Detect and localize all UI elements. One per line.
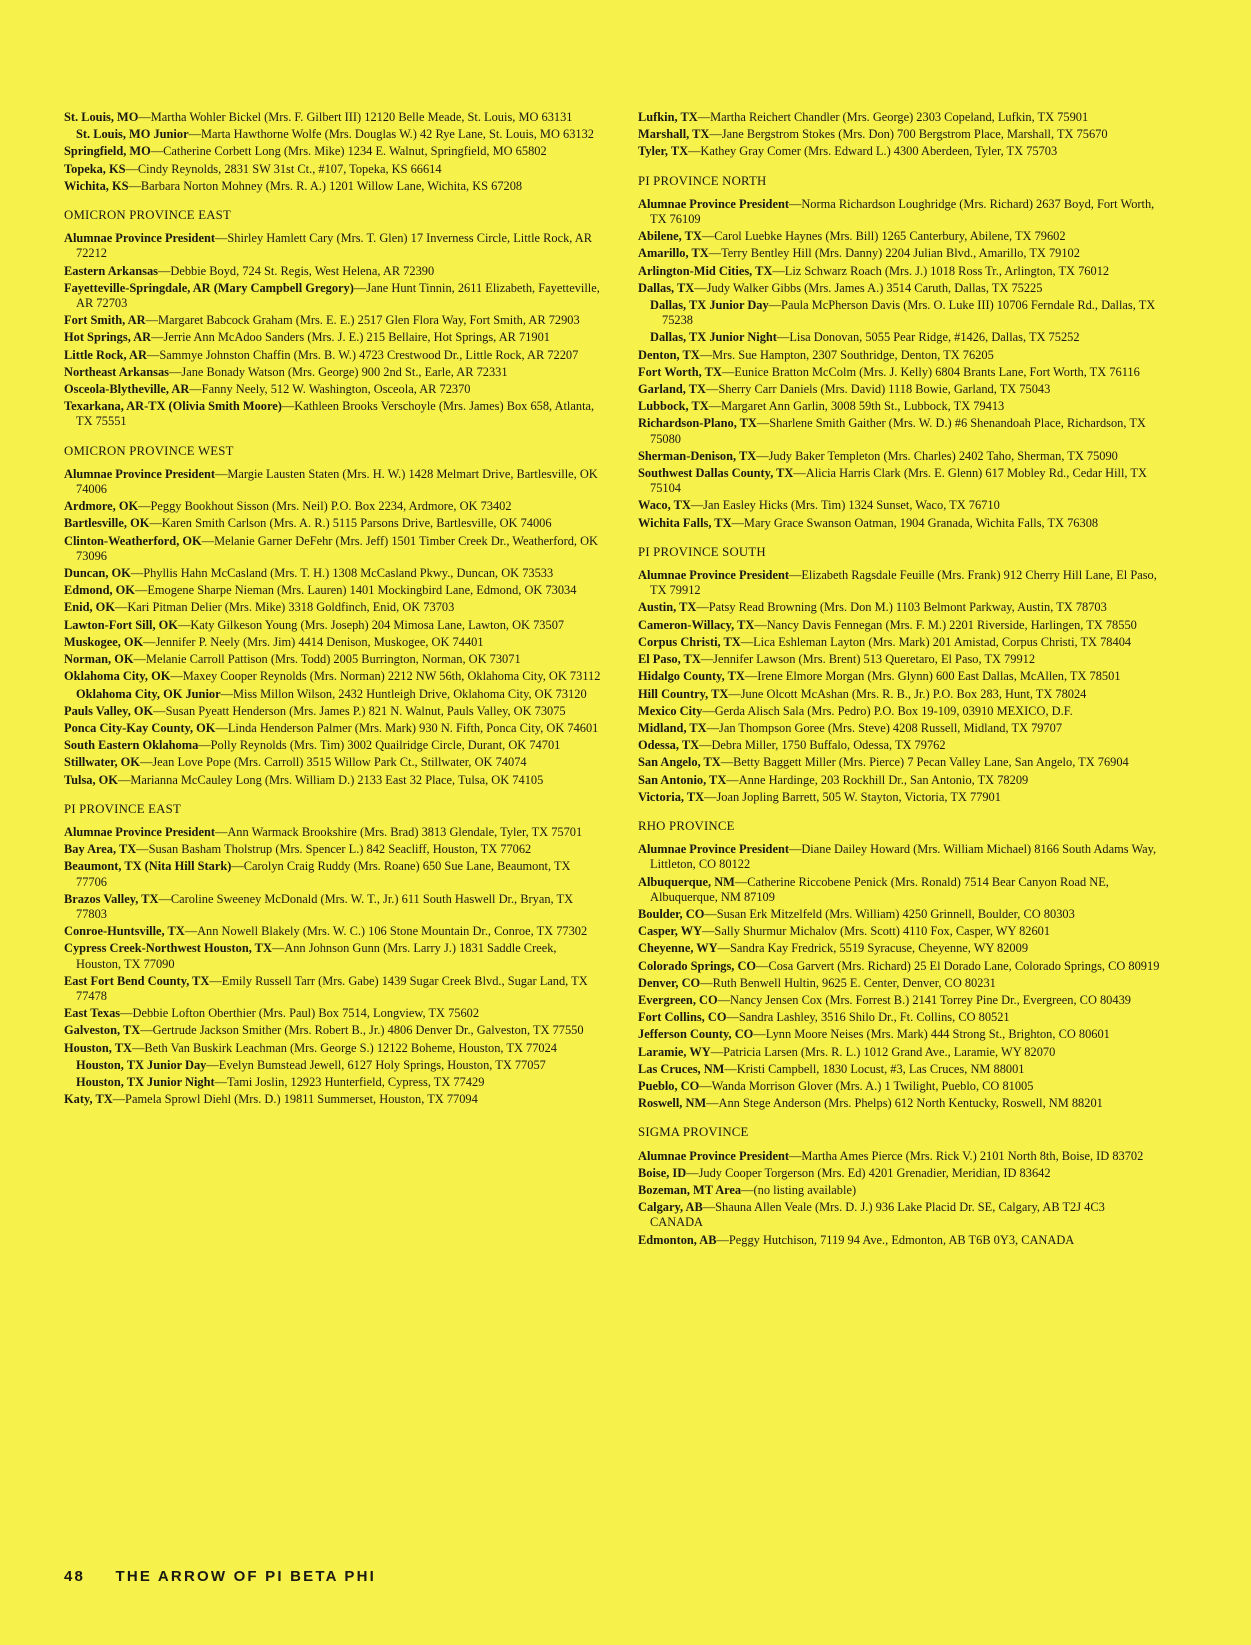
publication-title: THE ARROW OF PI BETA PHI: [115, 1568, 377, 1585]
directory-entry: [650, 298, 1160, 328]
contact-details: —Nancy Jensen Cox (Mrs. Forrest B.) 2141 Torrey Pine Dr., Evergreen, CO 80439: [717, 992, 1131, 1007]
contact-details: —June Olcott McAshan (Mrs. R. B., Jr.) P.O. Box 283, Hunt, TX 78024: [728, 686, 1087, 701]
contact-details: —(no listing available): [741, 1182, 857, 1197]
directory-entry: [638, 1045, 1160, 1060]
chapter-name: Pueblo, CO: [638, 1078, 700, 1093]
directory-entry: [638, 365, 1160, 380]
contact-details: —Norma Richardson Loughridge (Mrs. Richard) 2637 Boyd, Fort Worth, TX 76109: [650, 196, 1155, 227]
directory-entry: [64, 1023, 604, 1038]
contact-details: —Ann Stege Anderson (Mrs. Phelps) 612 North Kentucky, Roswell, NM 88201: [706, 1096, 1103, 1111]
contact-details: —Shirley Hamlett Cary (Mrs. T. Glen) 17 Inverness Circle, Little Rock, AR 72212: [76, 231, 593, 261]
directory-entry: [64, 365, 604, 380]
chapter-name: Amarillo, TX: [638, 246, 709, 261]
left-column: [64, 110, 604, 1109]
chapter-name: Laramie, WY: [638, 1044, 711, 1059]
chapter-name: East Fort Bend County, TX: [64, 973, 210, 988]
contact-details: —Terry Bentley Hill (Mrs. Danny) 2204 Julian Blvd., Amarillo, TX 79102: [708, 246, 1080, 261]
directory-entry: [64, 1041, 604, 1056]
chapter-name: Denton, TX: [638, 347, 700, 362]
contact-details: —Jane Bonady Watson (Mrs. George) 900 2nd St., Earle, AR 72331: [168, 364, 508, 379]
directory-entry: [638, 1079, 1160, 1094]
directory-entry: [76, 1075, 604, 1090]
contact-details: —Jane Bergstrom Stokes (Mrs. Don) 700 Bergstrom Place, Marshall, TX 75670: [709, 127, 1108, 142]
directory-entry: [64, 179, 604, 194]
chapter-name: Fort Worth, TX: [638, 364, 722, 379]
contact-details: —Anne Hardinge, 203 Rockhill Dr., San Antonio, TX 78209: [726, 772, 1029, 787]
contact-details: —Martha Ames Pierce (Mrs. Rick V.) 2101 North 8th, Boise, ID 83702: [788, 1148, 1144, 1163]
contact-details: —Susan Basham Tholstrup (Mrs. Spencer L.) 842 Seacliff, Houston, TX 77062: [136, 842, 532, 857]
contact-details: —Kristi Campbell, 1830 Locust, #3, Las Cruces, NM 88001: [724, 1061, 1025, 1076]
directory-entry: [64, 162, 604, 177]
directory-entry: [64, 1092, 604, 1107]
chapter-name: Springfield, MO: [64, 144, 151, 159]
directory-entry: [76, 1058, 604, 1073]
directory-entry: [638, 924, 1160, 939]
chapter-name: Casper, WY: [638, 924, 703, 939]
province-heading: SIGMA PROVINCE: [638, 1125, 749, 1140]
contact-details: —Sharlene Smith Gaither (Mrs. W. D.) #6 Shenandoah Place, Richardson, TX 75080: [650, 416, 1146, 446]
directory-entry: [64, 669, 604, 684]
chapter-name: Calgary, AB: [638, 1200, 703, 1215]
directory-entry: [638, 144, 1160, 159]
directory-entry: [638, 704, 1160, 719]
chapter-name: Cypress Creek-Northwest Houston, TX: [64, 941, 272, 956]
directory-entry: [638, 348, 1160, 363]
directory-entry: [638, 993, 1160, 1008]
directory-entry: [76, 127, 604, 142]
chapter-name: Dallas, TX: [638, 280, 695, 295]
chapter-name: Dallas, TX Junior Day: [650, 298, 769, 313]
contact-details: —Judy Walker Gibbs (Mrs. James A.) 3514 Caruth, Dallas, TX 75225: [694, 280, 1043, 295]
contact-details: —Phyllis Hahn McCasland (Mrs. T. H.) 1308 McCasland Pkwy., Duncan, OK 73533: [130, 566, 554, 581]
chapter-name: Fayetteville-Springdale, AR (Mary Campbell Gregory): [64, 280, 354, 295]
contact-details: —Lisa Donovan, 5055 Pear Ridge, #1426, Dallas, TX 75252: [776, 330, 1080, 345]
directory-entry: [638, 229, 1160, 244]
chapter-name: Tulsa, OK: [64, 772, 118, 787]
chapter-name: Victoria, TX: [638, 789, 705, 804]
directory-entry: [638, 449, 1160, 464]
chapter-name: Abilene, TX: [638, 229, 702, 244]
chapter-name: Cameron-Willacy, TX: [638, 617, 755, 632]
chapter-name: Albuquerque, NM: [638, 874, 735, 889]
directory-entry: [64, 635, 604, 650]
chapter-name: Houston, TX Junior Day: [76, 1057, 207, 1072]
chapter-name: Lubbock, TX: [638, 399, 709, 414]
directory-entry: [638, 1096, 1160, 1111]
chapter-name: Austin, TX: [638, 600, 697, 615]
contact-details: —Jane Hunt Tinnin, 2611 Elizabeth, Fayetteville, AR 72703: [76, 280, 600, 311]
chapter-name: Alumnae Province President: [638, 568, 789, 583]
contact-details: —Jennifer Lawson (Mrs. Brent) 513 Queretaro, El Paso, TX 79912: [700, 652, 1036, 667]
contact-details: —Fanny Neely, 512 W. Washington, Osceola, AR 72370: [189, 382, 471, 397]
directory-entry: [64, 1006, 604, 1021]
contact-details: —Martha Wohler Bickel (Mrs. F. Gilbert III) 12120 Belle Meade, St. Louis, MO 63131: [138, 110, 573, 124]
chapter-name: Corpus Christi, TX: [638, 634, 741, 649]
contact-details: —Peggy Hutchison, 7119 94 Ave., Edmonton, AB T6B 0Y3, CANADA: [716, 1232, 1075, 1247]
directory-entry: [64, 499, 604, 514]
directory-entry: [638, 773, 1160, 788]
contact-details: —Martha Reichert Chandler (Mrs. George) 2303 Copeland, Lufkin, TX 75901: [697, 110, 1089, 124]
contact-details: —Gertrude Jackson Smither (Mrs. Robert B., Jr.) 4806 Denver Dr., Galveston, TX 77550: [140, 1023, 584, 1038]
directory-entry: [64, 382, 604, 397]
contact-details: —Cindy Reynolds, 2831 SW 31st Ct., #107, Topeka, KS 66614: [125, 161, 442, 176]
contact-details: —Nancy Davis Fennegan (Mrs. F. M.) 2201 Riverside, Harlingen, TX 78550: [754, 617, 1137, 632]
province-heading: PI PROVINCE SOUTH: [638, 544, 766, 559]
directory-entry: [64, 738, 604, 753]
chapter-name: Ponca City-Kay County, OK: [64, 720, 216, 735]
contact-details: —Emily Russell Tarr (Mrs. Gabe) 1439 Sugar Creek Blvd., Sugar Land, TX 77478: [76, 973, 588, 1003]
contact-details: —Sherry Carr Daniels (Mrs. David) 1118 Bowie, Garland, TX 75043: [705, 382, 1051, 397]
directory-entry: [638, 687, 1160, 702]
directory-entry: [64, 825, 604, 840]
contact-details: —Catherine Corbett Long (Mrs. Mike) 1234 E. Walnut, Springfield, MO 65802: [150, 144, 547, 159]
chapter-name: Clinton-Weatherford, OK: [64, 533, 202, 548]
directory-entry: [638, 941, 1160, 956]
province-heading: OMICRON PROVINCE WEST: [64, 443, 234, 458]
directory-entry: [638, 516, 1160, 531]
chapter-name: Alumnae Province President: [64, 231, 215, 246]
contact-details: —Ann Warmack Brookshire (Mrs. Brad) 3813 Glendale, Tyler, TX 75701: [214, 824, 583, 839]
contact-details: —Lica Eshleman Layton (Mrs. Mark) 201 Amistad, Corpus Christi, TX 78404: [740, 634, 1132, 649]
directory-entry: [64, 600, 604, 615]
contact-details: —Katy Gilkeson Young (Mrs. Joseph) 204 Mimosa Lane, Lawton, OK 73507: [177, 617, 565, 632]
directory-entry: [638, 652, 1160, 667]
chapter-name: Katy, TX: [64, 1092, 113, 1107]
chapter-name: Midland, TX: [638, 720, 707, 735]
contact-details: —Ruth Benwell Hultin, 9625 E. Center, Denver, CO 80231: [700, 975, 996, 990]
contact-details: —Judy Cooper Torgerson (Mrs. Ed) 4201 Grenadier, Meridian, ID 83642: [686, 1165, 1051, 1180]
contact-details: —Kathey Gray Comer (Mrs. Edward L.) 4300 Aberdeen, Tyler, TX 75703: [688, 144, 1058, 159]
contact-details: —Susan Pyeatt Henderson (Mrs. James P.) 821 N. Walnut, Pauls Valley, OK 73075: [153, 703, 566, 718]
contact-details: —Caroline Sweeney McDonald (Mrs. W. T., Jr.) 611 South Haswell Dr., Bryan, TX 77803: [76, 891, 574, 921]
chapter-name: Las Cruces, NM: [638, 1061, 725, 1076]
chapter-name: Houston, TX: [64, 1040, 132, 1055]
contact-details: —Betty Baggett Miller (Mrs. Pierce) 7 Pecan Valley Lane, San Angelo, TX 76904: [720, 755, 1129, 770]
directory-entry: [638, 721, 1160, 736]
directory-entry: [64, 144, 604, 159]
directory-entry: [638, 264, 1160, 279]
chapter-name: Enid, OK: [64, 600, 115, 615]
chapter-name: Eastern Arkansas: [64, 263, 158, 278]
directory-entry: [64, 842, 604, 857]
contact-details: —Emogene Sharpe Nieman (Mrs. Lauren) 1401 Mockingbird Lane, Edmond, OK 73034: [134, 583, 577, 598]
directory-entry: [638, 976, 1160, 991]
chapter-name: Wichita Falls, TX: [638, 515, 732, 530]
chapter-name: Hidalgo County, TX: [638, 669, 745, 684]
directory-entry: [64, 618, 604, 633]
province-heading: OMICRON PROVINCE EAST: [64, 208, 232, 223]
directory-entry: [64, 859, 604, 889]
directory-entry: [638, 498, 1160, 513]
page-number: 48: [64, 1568, 86, 1585]
directory-entry: [638, 1062, 1160, 1077]
directory-entry: [638, 246, 1160, 261]
chapter-name: El Paso, TX: [638, 652, 701, 667]
directory-entry: [638, 281, 1160, 296]
chapter-name: Richardson-Plano, TX: [638, 416, 757, 431]
chapter-name: Hot Springs, AR: [64, 330, 152, 345]
directory-entry: [638, 959, 1160, 974]
contact-details: —Ann Nowell Blakely (Mrs. W. C.) 106 Stone Mountain Dr., Conroe, TX 77302: [184, 924, 588, 939]
directory-entry: [638, 907, 1160, 922]
chapter-name: Houston, TX Junior Night: [76, 1074, 215, 1089]
chapter-name: Boise, ID: [638, 1165, 687, 1180]
chapter-name: Muskogee, OK: [64, 634, 144, 649]
contact-details: —Barbara Norton Mohney (Mrs. R. A.) 1201 Willow Lane, Wichita, KS 67208: [128, 178, 523, 193]
chapter-name: Odessa, TX: [638, 738, 700, 753]
directory-entry: [638, 382, 1160, 397]
contact-details: —Evelyn Bumstead Jewell, 6127 Holy Springs, Houston, TX 77057: [206, 1057, 546, 1072]
directory-entry: [64, 721, 604, 736]
directory-entry: [638, 1183, 1160, 1198]
directory-entry: [638, 1149, 1160, 1164]
directory-entry: [64, 110, 604, 125]
directory-entry: [64, 330, 604, 345]
chapter-name: St. Louis, MO Junior: [76, 127, 189, 142]
directory-entry: [64, 652, 604, 667]
directory-entry: [638, 600, 1160, 615]
chapter-name: Lufkin, TX: [638, 110, 698, 124]
contact-details: —Sandra Kay Fredrick, 5519 Syracuse, Cheyenne, WY 82009: [717, 941, 1029, 956]
chapter-name: Alumnae Province President: [638, 842, 789, 857]
directory-entry: [638, 755, 1160, 770]
directory-entry: [638, 790, 1160, 805]
contact-details: —Pamela Sprowl Diehl (Mrs. D.) 19811 Summerset, Houston, TX 77094: [112, 1092, 478, 1107]
directory-entry: [638, 568, 1160, 598]
directory-entry: [64, 583, 604, 598]
contact-details: —Carol Luebke Haynes (Mrs. Bill) 1265 Canterbury, Abilene, TX 79602: [701, 229, 1066, 244]
contact-details: —Sandra Lashley, 3516 Shilo Dr., Ft. Collins, CO 80521: [726, 1010, 1010, 1025]
directory-entry: [64, 704, 604, 719]
contact-details: —Wanda Morrison Glover (Mrs. A.) 1 Twilight, Pueblo, CO 81005: [699, 1078, 1034, 1093]
chapter-name: Waco, TX: [638, 498, 691, 513]
chapter-name: Brazos Valley, TX: [64, 891, 159, 906]
contact-details: —Miss Millon Wilson, 2432 Huntleigh Drive, Oklahoma City, OK 73120: [220, 686, 587, 701]
contact-details: —Jerrie Ann McAdoo Sanders (Mrs. J. E.) 215 Bellaire, Hot Springs, AR 71901: [151, 330, 550, 345]
directory-entry: [638, 669, 1160, 684]
contact-details: —Catherine Riccobene Penick (Mrs. Ronald) 7514 Bear Canyon Road NE, Albuquerque, NM 87109: [650, 874, 1109, 904]
contact-details: —Kathleen Brooks Verschoyle (Mrs. James) Box 658, Atlanta, TX 75551: [76, 399, 595, 429]
directory-entry: [638, 618, 1160, 633]
contact-details: —Cosa Garvert (Mrs. Richard) 25 El Dorado Lane, Colorado Springs, CO 80919: [756, 958, 1160, 973]
chapter-name: Stillwater, OK: [64, 755, 140, 770]
chapter-name: Arlington-Mid Cities, TX: [638, 263, 773, 278]
chapter-name: Oklahoma City, OK Junior: [76, 686, 221, 701]
chapter-name: Bay Area, TX: [64, 842, 137, 857]
chapter-name: Oklahoma City, OK: [64, 669, 171, 684]
contact-details: —Shauna Allen Veale (Mrs. D. J.) 936 Lake Placid Dr. SE, Calgary, AB T2J 4C3 CANADA: [650, 1200, 1105, 1230]
chapter-name: Topeka, KS: [64, 161, 126, 176]
directory-entry: [64, 231, 604, 261]
directory-entry: [64, 924, 604, 939]
chapter-name: South Eastern Oklahoma: [64, 738, 199, 753]
contact-details: —Beth Van Buskirk Leachman (Mrs. George S.) 12122 Boheme, Houston, TX 77024: [131, 1040, 557, 1055]
chapter-name: Duncan, OK: [64, 566, 131, 581]
chapter-name: Alumnae Province President: [638, 1148, 789, 1163]
contact-details: —Eunice Bratton McColm (Mrs. J. Kelly) 6804 Brants Lane, Fort Worth, TX 76116: [721, 364, 1140, 379]
contact-details: —Polly Reynolds (Mrs. Tim) 3002 Quailridge Circle, Durant, OK 74701: [198, 738, 561, 753]
contact-details: —Gerda Alisch Sala (Mrs. Pedro) P.O. Box 19-109, 03910 MEXICO, D.F.: [702, 703, 1073, 718]
chapter-name: Jefferson County, CO: [638, 1027, 754, 1042]
directory-entry: [64, 974, 604, 1004]
directory-entry: [638, 1200, 1160, 1230]
directory-entry: [638, 127, 1160, 142]
contact-details: —Lynn Moore Neises (Mrs. Mark) 444 Strong St., Brighton, CO 80601: [753, 1027, 1110, 1042]
directory-entry: [638, 635, 1160, 650]
page-footer: [64, 1568, 376, 1585]
directory-entry: [638, 1233, 1160, 1248]
contact-details: —Susan Erk Mitzelfeld (Mrs. William) 4250 Grinnell, Boulder, CO 80303: [704, 906, 1075, 921]
chapter-name: Denver, CO: [638, 975, 701, 990]
chapter-name: Pauls Valley, OK: [64, 703, 154, 718]
chapter-name: Tyler, TX: [638, 144, 689, 159]
chapter-name: Bartlesville, OK: [64, 516, 150, 531]
contact-details: —Mary Grace Swanson Oatman, 1904 Granada, Wichita Falls, TX 76308: [731, 515, 1099, 530]
contact-details: —Irene Elmore Morgan (Mrs. Glynn) 600 East Dallas, McAllen, TX 78501: [744, 669, 1121, 684]
contact-details: —Karen Smith Carlson (Mrs. A. R.) 5115 Parsons Drive, Bartlesville, OK 74006: [149, 516, 552, 531]
contact-details: —Melanie Garner DeFehr (Mrs. Jeff) 1501 Timber Creek Dr., Weatherford, OK 73096: [76, 533, 598, 563]
chapter-name: Fort Smith, AR: [64, 313, 146, 328]
chapter-name: Norman, OK: [64, 652, 134, 667]
chapter-name: East Texas: [64, 1006, 121, 1021]
directory-entry: [64, 773, 604, 788]
directory-entry: [638, 842, 1160, 872]
province-heading: PI PROVINCE EAST: [64, 801, 181, 816]
contact-details: —Patricia Larsen (Mrs. R. L.) 1012 Grand Ave., Laramie, WY 82070: [710, 1044, 1056, 1059]
directory-entry: [638, 110, 1160, 125]
directory-entry: [64, 892, 604, 922]
contact-details: —Melanie Carroll Pattison (Mrs. Todd) 2005 Burrington, Norman, OK 73071: [133, 652, 521, 667]
directory-entry: [64, 566, 604, 581]
chapter-name: Marshall, TX: [638, 127, 710, 142]
contact-details: —Kari Pitman Delier (Mrs. Mike) 3318 Goldfinch, Enid, OK 73703: [114, 600, 455, 615]
chapter-name: Sherman-Denison, TX: [638, 448, 757, 463]
chapter-name: Mexico City: [638, 703, 703, 718]
directory-entry: [64, 264, 604, 279]
directory-entry: [64, 516, 604, 531]
chapter-name: Edmonton, AB: [638, 1232, 717, 1247]
contact-details: —Elizabeth Ragsdale Feuille (Mrs. Frank) 912 Cherry Hill Lane, El Paso, TX 79912: [650, 568, 1157, 598]
contact-details: —Sally Shurmur Michalov (Mrs. Scott) 4110 Fox, Casper, WY 82601: [702, 924, 1051, 939]
chapter-name: Ardmore, OK: [64, 499, 139, 514]
contact-details: —Diane Dailey Howard (Mrs. William Michael) 8166 South Adams Way, Littleton, CO 80122: [650, 842, 1157, 872]
chapter-name: Alumnae Province President: [638, 196, 789, 211]
contact-details: —Linda Henderson Palmer (Mrs. Mark) 930 N. Fifth, Ponca City, OK 74601: [215, 720, 599, 735]
directory-entry: [64, 399, 604, 429]
contact-details: —Jan Thompson Goree (Mrs. Steve) 4208 Russell, Midland, TX 79707: [706, 720, 1063, 735]
chapter-name: Southwest Dallas County, TX: [638, 466, 794, 481]
chapter-name: San Antonio, TX: [638, 772, 727, 787]
province-heading: PI PROVINCE NORTH: [638, 173, 767, 188]
chapter-name: Conroe-Huntsville, TX: [64, 924, 185, 939]
chapter-name: Bozeman, MT Area: [638, 1182, 742, 1197]
chapter-name: Alumnae Province President: [64, 466, 215, 481]
contact-details: —Alicia Harris Clark (Mrs. E. Glenn) 617 Mobley Rd., Cedar Hill, TX 75104: [650, 466, 1147, 496]
contact-details: —Debbie Boyd, 724 St. Regis, West Helena, AR 72390: [157, 263, 435, 278]
chapter-name: Garland, TX: [638, 382, 706, 397]
contact-details: —Margaret Babcock Graham (Mrs. E. E.) 2517 Glen Flora Way, Fort Smith, AR 72903: [145, 313, 580, 328]
directory-entry: [64, 313, 604, 328]
chapter-name: Dallas, TX Junior Night: [650, 330, 777, 345]
directory-entry: [64, 755, 604, 770]
chapter-name: Little Rock, AR: [64, 347, 147, 362]
directory-entry: [638, 399, 1160, 414]
contact-details: —Peggy Bookhout Sisson (Mrs. Neil) P.O. Box 2234, Ardmore, OK 73402: [138, 499, 512, 514]
contact-details: —Debbie Lofton Oberthier (Mrs. Paul) Box 7514, Longview, TX 75602: [120, 1006, 480, 1021]
chapter-name: Osceola-Blytheville, AR: [64, 382, 190, 397]
directory-entry: [638, 416, 1160, 446]
contact-details: —Tami Joslin, 12923 Hunterfield, Cypress, TX 77429: [214, 1074, 485, 1089]
chapter-name: Colorado Springs, CO: [638, 958, 757, 973]
contact-details: —Liz Schwarz Roach (Mrs. J.) 1018 Ross Tr., Arlington, TX 76012: [772, 263, 1110, 278]
chapter-name: St. Louis, MO: [64, 110, 139, 124]
directory-entry: [638, 1010, 1160, 1025]
chapter-name: Lawton-Fort Sill, OK: [64, 617, 178, 632]
directory-entry: [64, 534, 604, 564]
chapter-name: Texarkana, AR-TX (Olivia Smith Moore): [64, 399, 282, 414]
contact-details: —Debra Miller, 1750 Buffalo, Odessa, TX 79762: [699, 738, 946, 753]
chapter-name: Boulder, CO: [638, 906, 705, 921]
directory-entry: [638, 1166, 1160, 1181]
contact-details: —Judy Baker Templeton (Mrs. Charles) 2402 Taho, Sherman, TX 75090: [756, 448, 1118, 463]
directory-entry: [638, 197, 1160, 227]
chapter-name: San Angelo, TX: [638, 755, 721, 770]
contact-details: —Ann Johnson Gunn (Mrs. Larry J.) 1831 Saddle Creek, Houston, TX 77090: [76, 941, 557, 971]
contact-details: —Carolyn Craig Ruddy (Mrs. Roane) 650 Sue Lane, Beaumont, TX 77706: [76, 859, 571, 889]
directory-entry: [638, 1027, 1160, 1042]
chapter-name: Evergreen, CO: [638, 992, 718, 1007]
contact-details: —Margaret Ann Garlin, 3008 59th St., Lubbock, TX 79413: [708, 399, 1005, 414]
chapter-name: Fort Collins, CO: [638, 1010, 727, 1025]
contact-details: —Maxey Cooper Reynolds (Mrs. Norman) 2212 NW 56th, Oklahoma City, OK 73112: [170, 669, 601, 684]
chapter-name: Alumnae Province President: [64, 824, 215, 839]
chapter-name: Roswell, NM: [638, 1096, 707, 1111]
chapter-name: Wichita, KS: [64, 178, 129, 193]
directory-entry: [64, 467, 604, 497]
contact-details: —Jean Love Pope (Mrs. Carroll) 3515 Willow Park Ct., Stillwater, OK 74074: [139, 755, 527, 770]
directory-entry: [76, 687, 604, 702]
chapter-name: Hill Country, TX: [638, 686, 729, 701]
directory-entry: [638, 466, 1160, 496]
directory-entry: [638, 875, 1160, 905]
chapter-name: Cheyenne, WY: [638, 941, 718, 956]
contact-details: —Patsy Read Browning (Mrs. Don M.) 1103 Belmont Parkway, Austin, TX 78703: [696, 600, 1107, 615]
contact-details: —Marianna McCauley Long (Mrs. William D.) 2133 East 32 Place, Tulsa, OK 74105: [117, 772, 544, 787]
chapter-name: Northeast Arkansas: [64, 364, 169, 379]
chapter-name: Beaumont, TX (Nita Hill Stark): [64, 859, 232, 874]
contact-details: —Sammye Johnston Chaffin (Mrs. B. W.) 4723 Crestwood Dr., Little Rock, AR 72207: [146, 347, 579, 362]
directory-entry: [64, 348, 604, 363]
province-heading: RHO PROVINCE: [638, 818, 735, 833]
chapter-name: Galveston, TX: [64, 1023, 141, 1038]
directory-entry: [638, 738, 1160, 753]
right-column: [638, 110, 1160, 1250]
contact-details: —Paula McPherson Davis (Mrs. O. Luke III) 10706 Ferndale Rd., Dallas, TX 75238: [662, 298, 1156, 328]
contact-details: —Jan Easley Hicks (Mrs. Tim) 1324 Sunset, Waco, TX 76710: [690, 498, 1000, 513]
contact-details: —Margie Lausten Staten (Mrs. H. W.) 1428 Melmart Drive, Bartlesville, OK 74006: [76, 466, 598, 497]
directory-entry: [650, 330, 1160, 345]
contact-details: —Marta Hawthorne Wolfe (Mrs. Douglas W.) 42 Rye Lane, St. Louis, MO 63132: [188, 127, 594, 142]
chapter-name: Edmond, OK: [64, 583, 135, 598]
contact-details: —Joan Jopling Barrett, 505 W. Stayton, Victoria, TX 77901: [704, 789, 1001, 804]
directory-entry: [64, 941, 604, 971]
contact-details: —Mrs. Sue Hampton, 2307 Southridge, Denton, TX 76205: [699, 347, 994, 362]
directory-entry: [64, 281, 604, 311]
contact-details: —Jennifer P. Neely (Mrs. Jim) 4414 Denison, Muskogee, OK 74401: [143, 634, 484, 649]
